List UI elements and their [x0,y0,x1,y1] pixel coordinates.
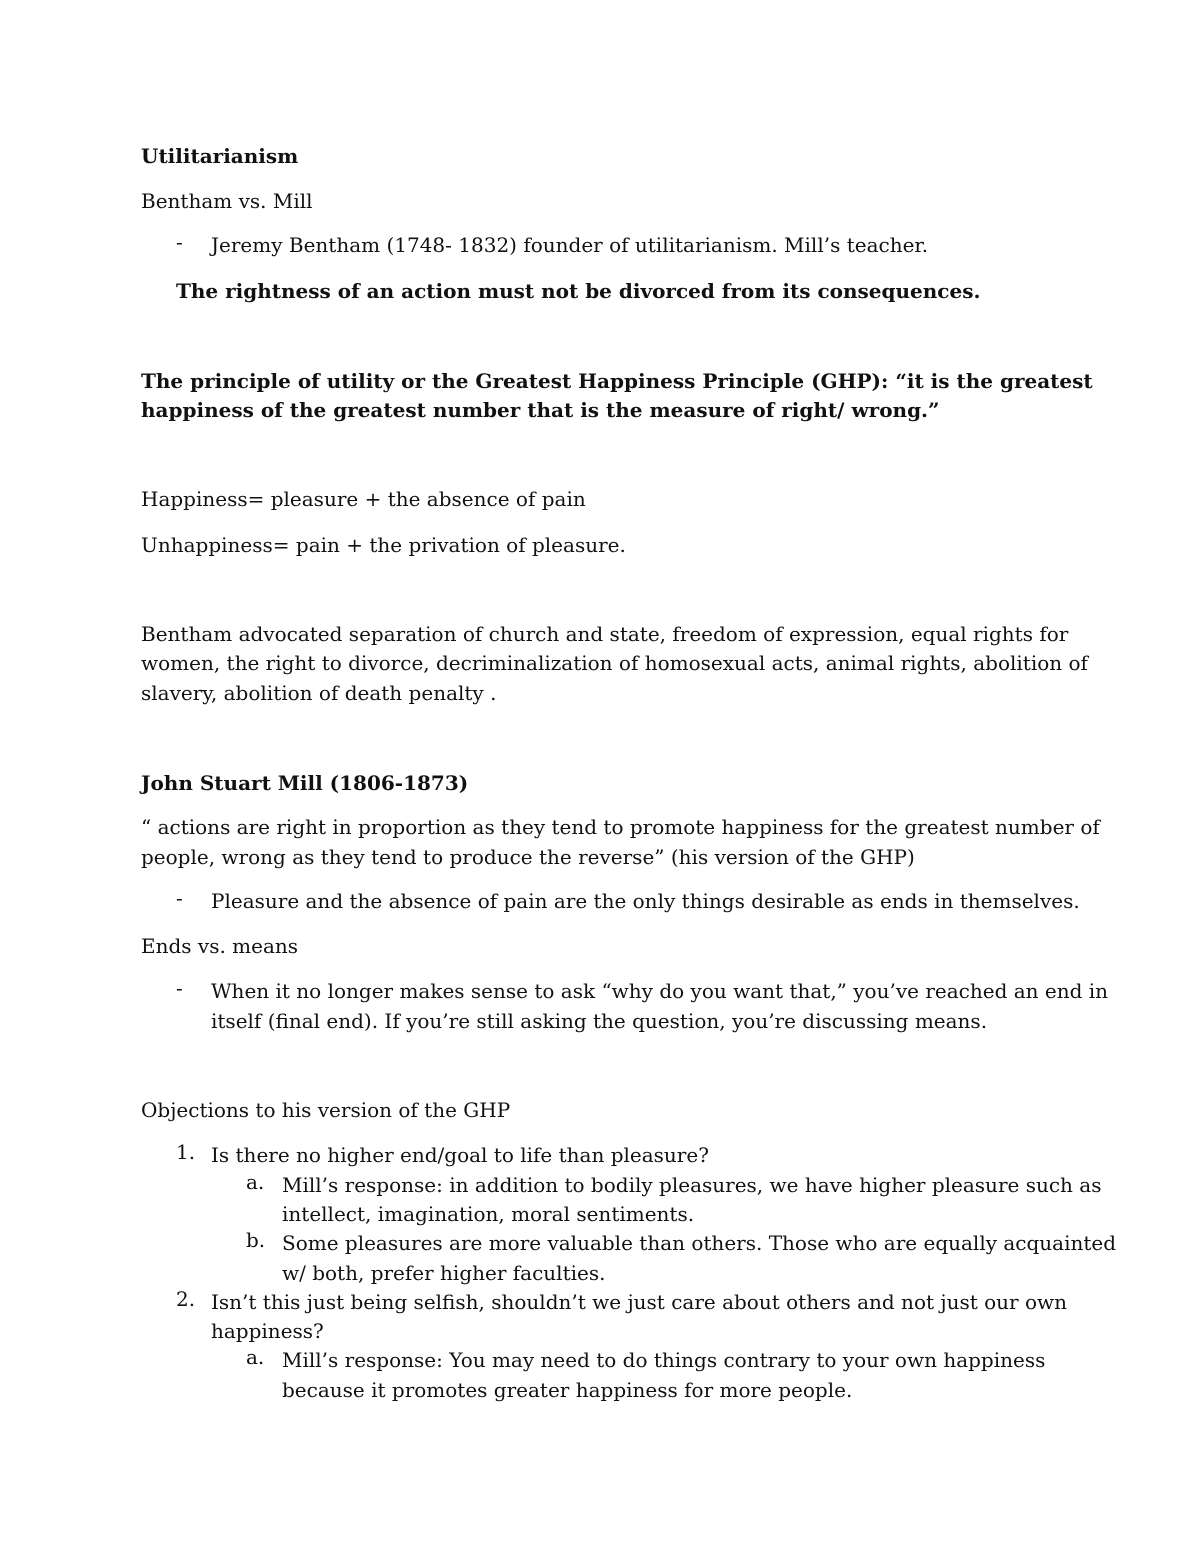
objection-2a-line-1: Mill’s response: You may need to do things contrary to your own happiness [282,1348,1046,1372]
objection-2-line-2: happiness? [211,1319,324,1343]
doc-subtitle: Bentham vs. Mill [141,189,313,213]
unhappiness-definition: Unhappiness= pain + the privation of pleasure. [141,533,626,557]
advocated-line-3: slavery, abolition of death penalty . [141,681,497,705]
advocated-line-1: Bentham advocated separation of church and state, freedom of expression, equal rights for [141,622,1069,646]
when-bullet-line-2: itself (final end). If you’re still asking the question, you’re discussing means. [211,1009,988,1033]
mill-heading: John Stuart Mill (1806-1873) [141,771,469,795]
list-number-1: 1. [176,1140,196,1164]
dash-marker: - [176,976,183,1000]
objection-2-line-1: Isn’t this just being selfish, shouldn’t we just care about others and not just our own [211,1290,1067,1314]
list-letter-b: b. [246,1228,266,1252]
rightness-statement: The rightness of an action must not be divorced from its consequences. [176,279,981,303]
dash-marker: - [176,230,183,254]
objections-heading: Objections to his version of the GHP [141,1098,511,1122]
objection-1b-line-2: w/ both, prefer higher faculties. [282,1261,606,1285]
objection-1a-line-2: intellect, imagination, moral sentiments. [282,1202,695,1226]
objection-1a-line-1: Mill’s response: in addition to bodily pleasures, we have higher pleasure such as [282,1173,1102,1197]
ends-vs-means: Ends vs. means [141,934,299,958]
objection-1b-line-1: Some pleasures are more valuable than others. Those who are equally acquainted [282,1231,1117,1255]
when-bullet-line-1: When it no longer makes sense to ask “why do you want that,” you’ve reached an end in [211,979,1109,1003]
happiness-definition: Happiness= pleasure + the absence of pain [141,487,586,511]
list-number-2: 2. [176,1287,196,1311]
list-letter-a: a. [246,1170,265,1194]
dash-marker: - [176,886,183,910]
objection-1: Is there no higher end/goal to life than pleasure? [211,1143,709,1167]
mill-quote-line-1: “ actions are right in proportion as they tend to promote happiness for the greatest number of [141,815,1100,839]
objection-2a-line-2: because it promotes greater happiness for more people. [282,1378,853,1402]
pleasure-bullet: Pleasure and the absence of pain are the only things desirable as ends in themselves. [211,889,1080,913]
bentham-bullet: Jeremy Bentham (1748- 1832) founder of utilitarianism. Mill’s teacher. [211,233,929,257]
mill-quote-line-2: people, wrong as they tend to produce the reverse” (his version of the GHP) [141,845,915,869]
advocated-line-2: women, the right to divorce, decriminalization of homosexual acts, animal rights, abolition of [141,651,1088,675]
doc-title: Utilitarianism [141,144,299,168]
ghp-line-2: happiness of the greatest number that is the measure of right/ wrong.” [141,398,940,422]
list-letter-a: a. [246,1345,265,1369]
ghp-line-1: The principle of utility or the Greatest Happiness Principle (GHP): “it is the greatest [141,369,1093,393]
